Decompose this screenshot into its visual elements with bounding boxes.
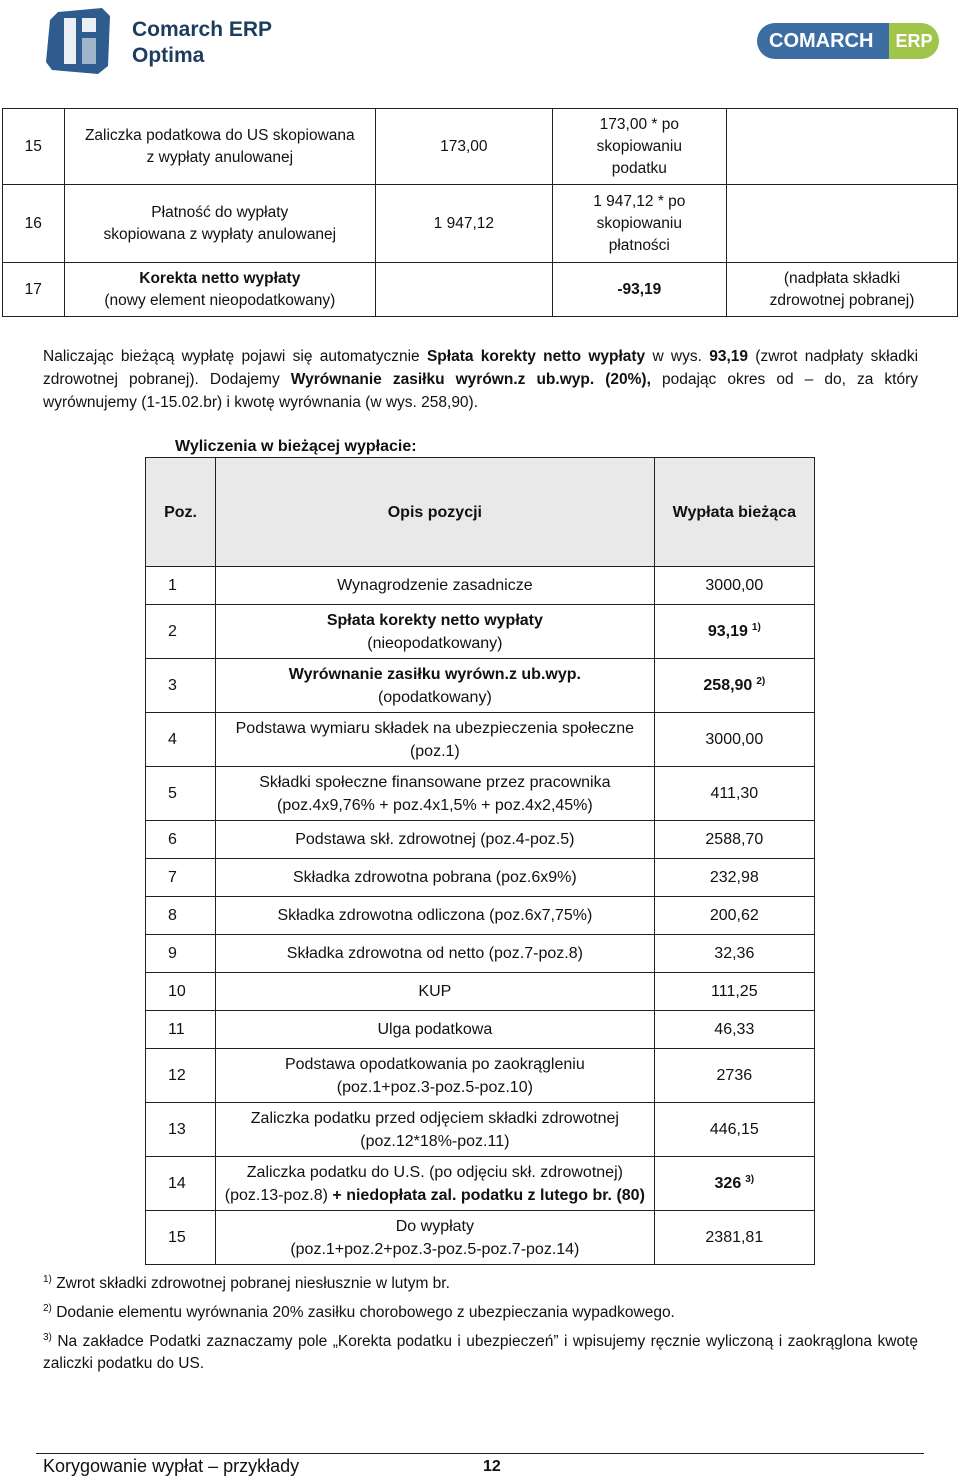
row-description: Składki społeczne finansowane przez pracownika (poz.4x9,76% + poz.4x1,5% + poz.4x2,45%) [216, 767, 655, 821]
table-row [3, 185, 958, 263]
header-desc: Opis pozycji [216, 458, 655, 567]
row-number: 16 [3, 185, 65, 263]
row-value: 46,33 [654, 1011, 814, 1049]
row-note [727, 109, 958, 185]
table-row [3, 263, 958, 317]
row-value: 258,90 $^{2)}$ [654, 659, 814, 713]
row-position: 11 [146, 1011, 216, 1049]
table-row [146, 1211, 815, 1265]
table-row [146, 767, 815, 821]
row-description: Podstawa skł. zdrowotnej (poz.4-poz.5) [216, 821, 655, 859]
table-row [146, 973, 815, 1011]
row-number: 15 [3, 109, 65, 185]
row-description: Korekta netto wypłaty (nowy element nieopodatkowany) [64, 263, 376, 317]
row-position: 8 [146, 897, 216, 935]
row-after-copy: 173,00 * po skopiowaniu podatku [552, 109, 726, 185]
table-row [146, 605, 815, 659]
row-position: 10 [146, 973, 216, 1011]
table-row [3, 109, 958, 185]
row-description: Składka zdrowotna pobrana (poz.6x9%) [216, 859, 655, 897]
row-description: Ulga podatkowa [216, 1011, 655, 1049]
row-description: Podstawa opodatkowania po zaokrągleniu (poz.1+poz.3-poz.5-poz.10) [216, 1049, 655, 1103]
page-number: 12 [483, 1458, 501, 1475]
row-value: 2588,70 [654, 821, 814, 859]
row-amount [376, 263, 552, 317]
table-row [146, 859, 815, 897]
row-position: 3 [146, 659, 216, 713]
row-position: 13 [146, 1103, 216, 1157]
row-value: 2736 [654, 1049, 814, 1103]
erp-logo-text: ERP [889, 23, 939, 59]
row-position: 9 [146, 935, 216, 973]
row-value: 111,25 [654, 973, 814, 1011]
table-row [146, 897, 815, 935]
table-row [146, 935, 815, 973]
row-note [727, 185, 958, 263]
row-value: 326 $^{3)}$ [654, 1157, 814, 1211]
table-row [146, 713, 815, 767]
calculation-table [145, 457, 815, 1265]
row-position: 15 [146, 1211, 216, 1265]
calculation-title: Wyliczenia w bieżącej wypłacie: [175, 438, 417, 455]
row-description: Składka zdrowotna odliczona (poz.6x7,75%) [216, 897, 655, 935]
row-position: 4 [146, 713, 216, 767]
footnote-1: $^{1)}$ Zwrot składki zdrowotnej pobranej niesłusznie w lutym br. [43, 1273, 450, 1292]
brand-name-line1: Comarch ERP [132, 18, 273, 41]
row-value: 32,36 [654, 935, 814, 973]
row-after-copy: -93,19 [552, 263, 726, 317]
row-position: 5 [146, 767, 216, 821]
optima-logo-mark-icon [46, 8, 114, 74]
table-row [146, 1157, 815, 1211]
row-value: 411,30 [654, 767, 814, 821]
explanation-paragraph: Naliczając bieżącą wypłatę pojawi się automatycznie Spłata korekty netto wypłaty w wys. 93,19 (zwrot nadpłaty składki zdrowotnej pobranej). Dodajemy Wyrównanie zasiłku wyrówn.z ub.wyp. (20%), podając okres od – do, za który wyrównujemy (1-15.02.br) i kwotę wyrównania (w wys. 258,90). [43, 348, 919, 411]
table-row [146, 821, 815, 859]
row-position: 12 [146, 1049, 216, 1103]
table-row [146, 659, 815, 713]
row-description: Do wypłaty (poz.1+poz.2+poz.3-poz.5-poz.7-poz.14) [216, 1211, 655, 1265]
row-position: 1 [146, 567, 216, 605]
row-position: 14 [146, 1157, 216, 1211]
row-value: 3000,00 [654, 713, 814, 767]
row-description: Płatność do wypłaty skopiowana z wypłaty anulowanej [64, 185, 376, 263]
table-row [146, 1049, 815, 1103]
footer-title: Korygowanie wypłat – przykłady [43, 1456, 300, 1476]
footer-divider [36, 1453, 924, 1454]
table-row [146, 567, 815, 605]
comarch-logo-text: COMARCH [757, 23, 889, 59]
comarch-erp-logo [757, 23, 939, 59]
row-description: Wyrównanie zasiłku wyrówn.z ub.wyp. (opodatkowany) [216, 659, 655, 713]
row-value: 2381,81 [654, 1211, 814, 1265]
row-value: 232,98 [654, 859, 814, 897]
row-position: 6 [146, 821, 216, 859]
footnote-2: $^{2)}$ Dodanie elementu wyrównania 20% zasiłku chorobowego z ubezpieczania wypadkowego. [43, 1302, 675, 1321]
row-position: 7 [146, 859, 216, 897]
row-amount: 173,00 [376, 109, 552, 185]
row-value: 446,15 [654, 1103, 814, 1157]
row-number: 17 [3, 263, 65, 317]
row-description: KUP [216, 973, 655, 1011]
row-value: 93,19 $^{1)}$ [654, 605, 814, 659]
row-description: Wynagrodzenie zasadnicze [216, 567, 655, 605]
table-row [146, 1011, 815, 1049]
footnote-3: $^{3)}$ Na zakładce Podatki zaznaczamy pole „Korekta podatku i ubezpieczeń” i wpisujemy ręcznie wyliczoną i zaokrąglona kwotę zaliczki podatku do US. [43, 1331, 918, 1372]
row-description: Składka zdrowotna od netto (poz.7-poz.8) [216, 935, 655, 973]
row-description: Podstawa wymiaru składek na ubezpieczenia społeczne (poz.1) [216, 713, 655, 767]
comarch-erp-optima-logo [46, 8, 276, 78]
row-description: Spłata korekty netto wypłaty (nieopodatkowany) [216, 605, 655, 659]
row-description: Zaliczka podatkowa do US skopiowana z wypłaty anulowanej [64, 109, 376, 185]
table-header-row [146, 458, 815, 567]
row-amount: 1 947,12 [376, 185, 552, 263]
row-after-copy: 1 947,12 * po skopiowaniu płatności [552, 185, 726, 263]
table-row [146, 1103, 815, 1157]
row-value: 200,62 [654, 897, 814, 935]
header-pos: Poz. [146, 458, 216, 567]
row-description: Zaliczka podatku do U.S. (po odjęciu skł. zdrowotnej) (poz.13-poz.8) + niedopłata zal. podatku z lutego br. (80) [216, 1157, 655, 1211]
header-value: Wypłata bieżąca [654, 458, 814, 567]
row-value: 3000,00 [654, 567, 814, 605]
brand-name-line2: Optima [132, 44, 205, 67]
row-description: Zaliczka podatku przed odjęciem składki zdrowotnej (poz.12*18%-poz.11) [216, 1103, 655, 1157]
row-position: 2 [146, 605, 216, 659]
copied-items-table [2, 108, 958, 317]
row-note: (nadpłata składki zdrowotnej pobranej) [727, 263, 958, 317]
